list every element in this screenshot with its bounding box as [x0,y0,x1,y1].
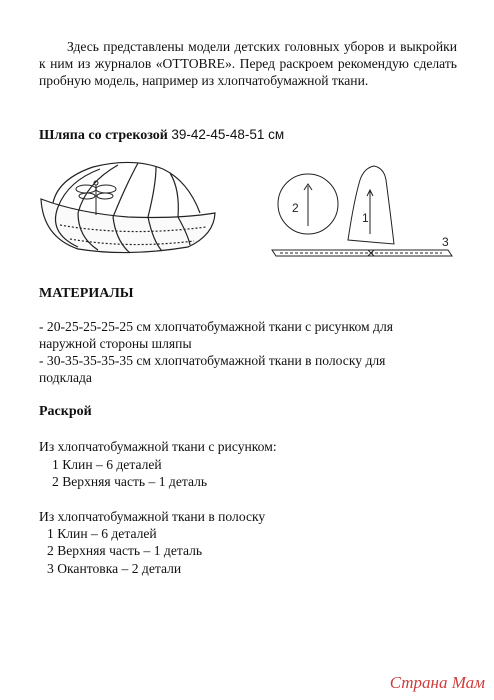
materials-line-4: подклада [39,370,92,385]
hat-sizes: 39-42-45-48-51 см [171,127,285,142]
materials-heading: МАТЕРИАЛЫ [39,286,134,301]
cut-heading: Раскрой [39,404,92,419]
watermark: Страна Мам [389,673,485,692]
pattern-label-3: 3 [442,235,449,249]
materials-line-1: - 20-25-25-25-25 см хлопчатобумажной ткани с рисунком для [39,319,394,334]
striped-fabric-item-3: 3 Окантовка – 2 детали [47,561,182,576]
pattern-diagram [270,160,460,265]
hat-title-name: Шляпа со стрекозой [39,128,168,143]
intro-paragraph: Здесь представлены модели детских головных уборов и выкройки к ним из журналов «OTTOBRE». Перед раскроем рекомендую сделать пробную модель, например из хлопчатобумажной ткани. [39,39,457,88]
materials-line-3: - 30-35-35-35-35 см хлопчатобумажной ткани в полоску для [39,353,386,368]
printed-fabric-item-2: 2 Верхняя часть – 1 деталь [52,474,208,489]
materials-line-2: наружной стороны шляпы [39,336,192,351]
hat-title [39,126,284,144]
pattern-label-2: 2 [292,201,299,215]
printed-fabric-item-1: 1 Клин – 6 деталей [52,457,162,472]
striped-fabric-title: Из хлопчатобумажной ткани в полоску [39,509,266,524]
hat-illustration [38,155,218,255]
pattern-piece-wedge [348,166,394,244]
printed-fabric-title: Из хлопчатобумажной ткани с рисунком: [39,439,277,454]
striped-fabric-item-2: 2 Верхняя часть – 1 деталь [47,543,203,558]
striped-fabric-item-1: 1 Клин – 6 деталей [47,526,157,541]
pattern-label-1: 1 [362,211,369,225]
